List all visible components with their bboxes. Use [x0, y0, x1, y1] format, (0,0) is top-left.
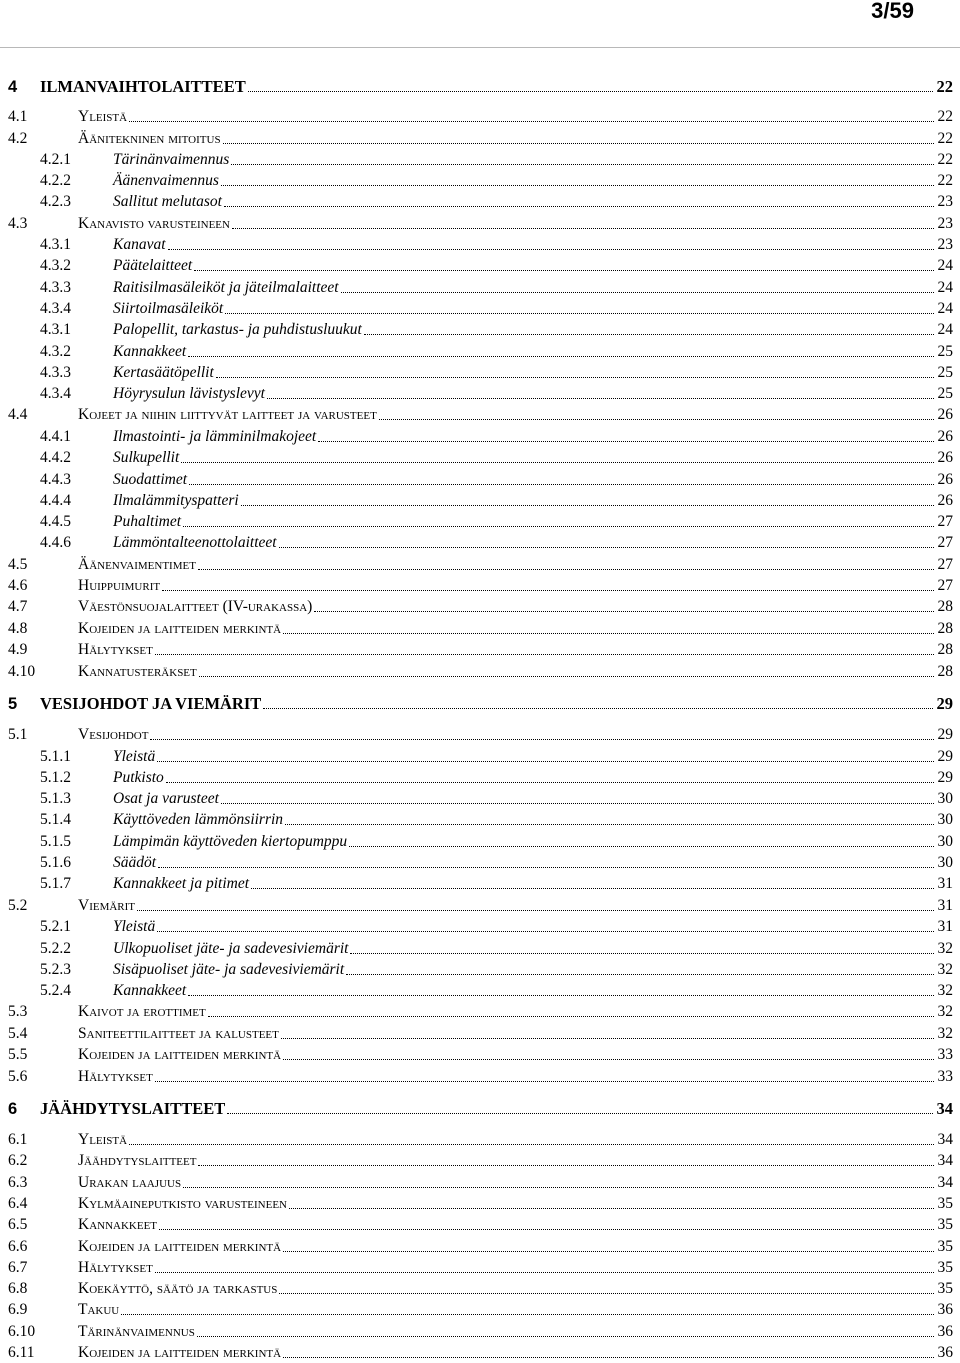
toc-entry-number: 5.1.2	[40, 769, 71, 786]
toc-entry-page-number: 22	[937, 108, 953, 125]
toc-entry-title: Takuu	[78, 1301, 120, 1318]
dot-leader	[364, 334, 934, 335]
toc-entry[interactable]	[0, 1297, 953, 1319]
toc-entry-title: Äänenvaimennus	[113, 172, 219, 189]
dot-leader	[188, 356, 934, 357]
dot-leader	[283, 1059, 934, 1060]
toc-entry-title: Vesijohdot	[78, 726, 149, 743]
dot-leader	[350, 953, 934, 954]
dot-leader	[197, 1336, 934, 1337]
toc-entry[interactable]	[0, 1096, 953, 1118]
toc-entry-title: Kaivot ja erottimet	[78, 1003, 206, 1020]
dot-leader	[279, 1293, 934, 1294]
toc-entry[interactable]	[0, 594, 953, 616]
toc-entry[interactable]	[0, 1319, 953, 1341]
dot-leader	[341, 292, 934, 293]
toc-entry-number: 5.2.3	[40, 961, 71, 978]
toc-entry[interactable]	[0, 637, 953, 659]
toc-entry-page-number: 24	[937, 321, 953, 338]
toc-entry-number: 4.3.1	[40, 321, 71, 338]
toc-entry-number: 5.2	[8, 897, 28, 914]
toc-entry[interactable]	[0, 253, 953, 275]
toc-entry[interactable]	[0, 530, 953, 552]
dot-leader	[314, 611, 934, 612]
toc-entry-page-number: 23	[937, 193, 953, 210]
toc-entry-page-number: 22	[937, 130, 953, 147]
toc-entry-number: 6.3	[8, 1174, 28, 1191]
toc-entry-number: 4.9	[8, 641, 28, 658]
toc-entry-title: Putkisto	[113, 769, 164, 786]
toc-entry-title: Kannakkeet ja pitimet	[113, 875, 250, 892]
dot-leader	[224, 206, 934, 207]
page-indicator: 3/59	[871, 0, 914, 23]
toc-entry-page-number: 36	[937, 1323, 953, 1340]
toc-entry-page-number: 25	[937, 385, 953, 402]
toc-entry-page-number: 33	[937, 1046, 953, 1063]
dot-leader	[155, 654, 934, 655]
toc-entry-title: Ulkopuoliset jäte- ja sadevesiviemärit	[113, 940, 349, 957]
toc-entry[interactable]	[0, 893, 953, 915]
toc-entry-number: 4.3.3	[40, 364, 71, 381]
toc-entry-page-number: 26	[937, 428, 953, 445]
toc-entry-title: Urakan laajuus	[78, 1174, 182, 1191]
toc-entry-number: 4.3.1	[40, 236, 71, 253]
dot-leader	[267, 398, 934, 399]
toc-entry-page-number: 29	[936, 694, 953, 713]
toc-entry-title: Sallitut melutasot	[113, 193, 222, 210]
toc-entry-number: 5.4	[8, 1025, 28, 1042]
toc-entry-title: Kojeet ja niihin liittyvät laitteet ja varusteet	[78, 406, 377, 423]
toc-entry-title: Siirtoilmasäleiköt	[113, 300, 224, 317]
toc-entry-title: Suodattimet	[113, 471, 188, 488]
toc-entry-title: Yleistä	[78, 1131, 128, 1148]
dot-leader	[281, 1038, 934, 1039]
toc-entry-title: Kojeiden ja laitteiden merkintä	[78, 1238, 282, 1255]
toc-entry-title: Kanavat	[113, 236, 166, 253]
toc-entry-page-number: 28	[937, 641, 953, 658]
dot-leader	[289, 1208, 934, 1209]
toc-entry-page-number: 27	[937, 556, 953, 573]
toc-entry[interactable]	[0, 168, 953, 190]
toc-entry[interactable]	[0, 467, 953, 489]
dot-leader	[241, 505, 934, 506]
toc-entry-title: Sulkupellit	[113, 449, 180, 466]
dot-leader	[346, 974, 934, 975]
toc-entry-number: 4.8	[8, 620, 28, 637]
dot-leader	[155, 1272, 934, 1273]
dot-leader	[349, 846, 934, 847]
dot-leader	[155, 1081, 934, 1082]
toc-entry-number: 4.10	[8, 663, 36, 680]
dot-leader	[150, 739, 934, 740]
toc-entry-page-number: 32	[937, 1003, 953, 1020]
toc-entry[interactable]	[0, 1170, 953, 1192]
toc-entry[interactable]	[0, 1127, 953, 1149]
toc-entry[interactable]	[0, 807, 953, 829]
dot-leader	[129, 121, 934, 122]
toc-entry-title: Kojeiden ja laitteiden merkintä	[78, 620, 282, 637]
toc-entry[interactable]	[0, 552, 953, 574]
toc-entry-number: 5.2.4	[40, 982, 71, 999]
dot-leader	[194, 270, 934, 271]
toc-entry-page-number: 27	[937, 577, 953, 594]
dot-leader	[166, 782, 934, 783]
toc-entry-page-number: 34	[937, 1152, 953, 1169]
toc-entry[interactable]	[0, 211, 953, 233]
toc-entry[interactable]	[0, 573, 953, 595]
toc-entry-page-number: 35	[937, 1195, 953, 1212]
toc-entry-title: Kylmäaineputkisto varusteineen	[78, 1195, 287, 1212]
toc-entry-title: Päätelaitteet	[113, 257, 193, 274]
toc-entry-page-number: 26	[937, 406, 953, 423]
toc-entry[interactable]	[0, 914, 953, 936]
toc-entry[interactable]	[0, 659, 953, 681]
toc-entry-number: 4.4	[8, 406, 28, 423]
toc-entry-title: Kannakkeet	[78, 1216, 158, 1233]
toc-entry-title: Saniteettilaitteet ja kalusteet	[78, 1025, 279, 1042]
toc-entry-page-number: 32	[937, 961, 953, 978]
toc-entry-number: 6.4	[8, 1195, 28, 1212]
toc-entry-title: Jäähdytyslaitteet	[78, 1152, 197, 1169]
toc-entry-page-number: 23	[937, 236, 953, 253]
toc-entry-title: Kannakkeet	[113, 982, 187, 999]
dot-leader	[183, 1187, 934, 1188]
toc-entry-number: 6.9	[8, 1301, 28, 1318]
toc-entry-title: Hälytykset	[78, 1259, 153, 1276]
toc-entry[interactable]	[0, 360, 953, 382]
toc-entry-title: Yleistä	[78, 108, 128, 125]
dot-leader	[168, 249, 934, 250]
toc-entry-page-number: 25	[937, 364, 953, 381]
toc-entry-title: Kojeiden ja laitteiden merkintä	[78, 1344, 282, 1361]
dot-leader	[283, 1251, 934, 1252]
toc-entry[interactable]	[0, 978, 953, 1000]
toc-entry-number: 4.2	[8, 130, 28, 147]
toc-entry[interactable]	[0, 1212, 953, 1234]
toc-entry-page-number: 28	[937, 598, 953, 615]
toc-entry-title: JÄÄHDYTYSLAITTEET	[40, 1099, 226, 1118]
toc-entry-title: Käyttöveden lämmönsiirrin	[113, 811, 284, 828]
dot-leader	[232, 228, 934, 229]
dot-leader	[189, 484, 934, 485]
dot-leader	[251, 888, 934, 889]
toc-entry-number: 4.4.4	[40, 492, 71, 509]
toc-entry-page-number: 25	[937, 343, 953, 360]
toc-entry-page-number: 22	[937, 172, 953, 189]
toc-entry[interactable]	[0, 850, 953, 872]
toc-entry-number: 4.1	[8, 108, 28, 125]
dot-leader	[198, 569, 934, 570]
dot-leader	[221, 803, 934, 804]
toc-entry-number: 4.3	[8, 215, 28, 232]
toc-entry-page-number: 27	[937, 534, 953, 551]
toc-entry-page-number: 30	[937, 811, 953, 828]
toc-entry-page-number: 32	[937, 982, 953, 999]
toc-entry-number: 5.3	[8, 1003, 28, 1020]
dot-leader	[137, 910, 934, 911]
toc-entry[interactable]	[0, 829, 953, 851]
toc-entry-title: Hälytykset	[78, 641, 153, 658]
toc-entry[interactable]	[0, 104, 953, 126]
toc-entry-number: 4.4.6	[40, 534, 71, 551]
toc-entry-page-number: 26	[937, 492, 953, 509]
toc-entry-page-number: 35	[937, 1238, 953, 1255]
toc-entry[interactable]	[0, 744, 953, 766]
toc-entry[interactable]	[0, 424, 953, 446]
dot-leader	[157, 931, 934, 932]
toc-entry-title: Viemärit	[78, 897, 136, 914]
toc-entry-number: 4.4.5	[40, 513, 71, 530]
toc-entry-page-number: 24	[937, 257, 953, 274]
toc-entry-page-number: 26	[937, 471, 953, 488]
toc-entry-title: Äänenvaimentimet	[78, 556, 196, 573]
toc-entry[interactable]	[0, 957, 953, 979]
toc-entry-title: Äänitekninen mitoitus	[78, 130, 221, 147]
dot-leader	[129, 1144, 934, 1145]
toc-entry-number: 4.7	[8, 598, 28, 615]
toc-entry-title: Kojeiden ja laitteiden merkintä	[78, 1046, 282, 1063]
dot-leader	[121, 1314, 934, 1315]
toc-entry-number: 4.2.1	[40, 151, 71, 168]
toc-entry-number: 6.8	[8, 1280, 28, 1297]
toc-entry-number: 4.6	[8, 577, 28, 594]
toc-entry-page-number: 31	[937, 875, 953, 892]
dot-leader	[318, 441, 934, 442]
toc-entry-number: 5.2.2	[40, 940, 71, 957]
toc-entry-number: 5.1.1	[40, 748, 71, 765]
toc-entry-number: 4.4.3	[40, 471, 71, 488]
toc-entry-page-number: 32	[937, 1025, 953, 1042]
toc-entry-page-number: 30	[937, 833, 953, 850]
toc-entry-number: 6.6	[8, 1238, 28, 1255]
toc-entry-title: Osat ja varusteet	[113, 790, 219, 807]
toc-entry-number: 6.1	[8, 1131, 28, 1148]
toc-entry[interactable]	[0, 296, 953, 318]
toc-entry[interactable]	[0, 786, 953, 808]
toc-entry-number: 5	[8, 695, 18, 713]
toc-entry[interactable]	[0, 1064, 953, 1086]
toc-entry-page-number: 30	[937, 790, 953, 807]
toc-entry-page-number: 27	[937, 513, 953, 530]
toc-entry-page-number: 29	[937, 769, 953, 786]
toc-entry-page-number: 22	[937, 151, 953, 168]
toc-entry[interactable]	[0, 317, 953, 339]
toc-entry-number: 4	[8, 78, 18, 96]
toc-entry-number: 4.2.3	[40, 193, 71, 210]
toc-entry-page-number: 31	[937, 897, 953, 914]
toc-entry-number: 6.2	[8, 1152, 28, 1169]
dot-leader	[158, 867, 934, 868]
dot-leader	[225, 313, 934, 314]
toc-entry-title: Lämmöntalteenottolaitteet	[113, 534, 277, 551]
toc-entry-page-number: 34	[937, 1174, 953, 1191]
toc-entry-number: 4.5	[8, 556, 28, 573]
toc-entry[interactable]	[0, 147, 953, 169]
dot-leader	[283, 1357, 934, 1358]
toc-entry[interactable]	[0, 871, 953, 893]
toc-entry[interactable]	[0, 1042, 953, 1064]
toc-entry-page-number: 36	[937, 1344, 953, 1361]
dot-leader	[283, 633, 934, 634]
toc-entry-title: Hälytykset	[78, 1068, 153, 1085]
toc-entry-number: 5.1.4	[40, 811, 71, 828]
dot-leader	[199, 676, 934, 677]
toc-entry-number: 4.3.3	[40, 279, 71, 296]
toc-entry-page-number: 32	[937, 940, 953, 957]
toc-entry-title: Kertasäätöpellit	[113, 364, 214, 381]
toc-entry-title: Ilmalämmityspatteri	[113, 492, 239, 509]
toc-entry[interactable]	[0, 445, 953, 467]
toc-entry-number: 4.3.2	[40, 257, 71, 274]
toc-entry[interactable]	[0, 1234, 953, 1256]
toc-entry-number: 5.1.5	[40, 833, 71, 850]
header-divider	[0, 47, 960, 48]
toc-entry-number: 4.3.2	[40, 343, 71, 360]
toc-entry-page-number: 23	[937, 215, 953, 232]
dot-leader	[162, 590, 934, 591]
toc-entry-number: 4.4.2	[40, 449, 71, 466]
dot-leader	[285, 824, 934, 825]
dot-leader	[221, 185, 934, 186]
toc-entry-page-number: 28	[937, 663, 953, 680]
toc-entry-number: 5.1.3	[40, 790, 71, 807]
dot-leader	[188, 995, 934, 996]
toc-entry-number: 4.3.4	[40, 385, 71, 402]
toc-entry-title: VESIJOHDOT JA VIEMÄRIT	[40, 694, 262, 713]
toc-entry-title: Lämpimän käyttöveden kiertopumppu	[113, 833, 348, 850]
dot-leader	[159, 1229, 934, 1230]
toc-entry-title: Palopellit, tarkastus- ja puhdistusluukut	[113, 321, 362, 338]
toc-entry-title: Säädöt	[113, 854, 157, 871]
toc-entry[interactable]	[0, 1191, 953, 1213]
toc-entry-page-number: 29	[937, 748, 953, 765]
toc-entry-number: 6.5	[8, 1216, 28, 1233]
toc-entry-page-number: 34	[936, 1099, 953, 1118]
toc-entry[interactable]	[0, 381, 953, 403]
toc-entry-page-number: 30	[937, 854, 953, 871]
toc-entry-page-number: 28	[937, 620, 953, 637]
toc-entry-title: Huippuimurit	[78, 577, 161, 594]
toc-entry-page-number: 22	[936, 77, 953, 96]
toc-entry-number: 4.3.4	[40, 300, 71, 317]
toc-entry-title: Tärinänvaimennus	[78, 1323, 195, 1340]
toc-entry[interactable]	[0, 275, 953, 297]
toc-entry[interactable]	[0, 691, 953, 713]
dot-leader	[263, 708, 933, 709]
toc-entry[interactable]	[0, 999, 953, 1021]
dot-leader	[379, 419, 934, 420]
toc-entry-number: 4.4.1	[40, 428, 71, 445]
toc-entry-page-number: 35	[937, 1216, 953, 1233]
dot-leader	[183, 526, 934, 527]
toc-entry-title: Kanavisto varusteineen	[78, 215, 230, 232]
toc-entry-number: 6.10	[8, 1323, 36, 1340]
toc-entry-number: 5.1	[8, 726, 28, 743]
toc-entry[interactable]	[0, 488, 953, 510]
toc-entry[interactable]	[0, 616, 953, 638]
toc-entry-title: Sisäpuoliset jäte- ja sadevesiviemärit	[113, 961, 345, 978]
toc-entry-page-number: 24	[937, 300, 953, 317]
toc-entry-number: 5.2.1	[40, 918, 71, 935]
toc-entry[interactable]	[0, 765, 953, 787]
toc-entry-page-number: 36	[937, 1301, 953, 1318]
toc-entry-number: 5.1.7	[40, 875, 71, 892]
toc-entry[interactable]	[0, 1148, 953, 1170]
dot-leader	[157, 761, 934, 762]
toc-entry-title: ILMANVAIHTOLAITTEET	[40, 77, 246, 96]
toc-entry[interactable]	[0, 339, 953, 361]
toc-entry[interactable]	[0, 126, 953, 148]
toc-entry[interactable]	[0, 74, 953, 96]
dot-leader	[279, 547, 934, 548]
toc-entry-title: Yleistä	[113, 918, 156, 935]
toc-entry-number: 6	[8, 1100, 18, 1118]
toc-entry-number: 5.5	[8, 1046, 28, 1063]
toc-entry-number: 5.6	[8, 1068, 28, 1085]
dot-leader	[227, 1113, 933, 1114]
toc-entry-title: Raitisilmasäleiköt ja jäteilmalaitteet	[113, 279, 339, 296]
toc-entry-title: Tärinänvaimennus	[113, 151, 230, 168]
toc-entry[interactable]	[0, 936, 953, 958]
toc-entry[interactable]	[0, 189, 953, 211]
dot-leader	[208, 1016, 934, 1017]
toc-entry-title: Ilmastointi- ja lämminilmakojeet	[113, 428, 317, 445]
dot-leader	[198, 1165, 934, 1166]
toc-entry[interactable]	[0, 1021, 953, 1043]
toc-entry-title: Kannakkeet	[113, 343, 187, 360]
dot-leader	[181, 462, 934, 463]
toc-entry[interactable]	[0, 509, 953, 531]
toc-entry-page-number: 26	[937, 449, 953, 466]
toc-entry-title: Yleistä	[113, 748, 156, 765]
toc-entry-title: Höyrysulun lävistyslevyt	[113, 385, 265, 402]
toc-entry[interactable]	[0, 722, 953, 744]
dot-leader	[248, 91, 933, 92]
toc-entry-title: Kannatusteräkset	[78, 663, 197, 680]
toc-entry[interactable]	[0, 232, 953, 254]
toc-entry-title: Puhaltimet	[113, 513, 182, 530]
toc-entry-number: 6.11	[8, 1344, 35, 1361]
toc-entry[interactable]	[0, 1276, 953, 1298]
toc-entry[interactable]	[0, 402, 953, 424]
toc-entry-number: 4.2.2	[40, 172, 71, 189]
toc-entry-title: Väestönsuojalaitteet (IV-urakassa)	[78, 598, 313, 615]
dot-leader	[216, 377, 934, 378]
toc-entry-number: 6.7	[8, 1259, 28, 1276]
toc-entry[interactable]	[0, 1340, 953, 1362]
toc-entry-page-number: 35	[937, 1280, 953, 1297]
toc-entry-number: 5.1.6	[40, 854, 71, 871]
toc-entry-page-number: 35	[937, 1259, 953, 1276]
toc-entry-title: Koekäyttö, säätö ja tarkastus	[78, 1280, 278, 1297]
dot-leader	[223, 143, 934, 144]
toc-entry-page-number: 34	[937, 1131, 953, 1148]
toc-entry-page-number: 29	[937, 726, 953, 743]
toc-entry-page-number: 31	[937, 918, 953, 935]
dot-leader	[231, 164, 934, 165]
toc-entry-page-number: 33	[937, 1068, 953, 1085]
toc-entry[interactable]	[0, 1255, 953, 1277]
toc-entry-page-number: 24	[937, 279, 953, 296]
